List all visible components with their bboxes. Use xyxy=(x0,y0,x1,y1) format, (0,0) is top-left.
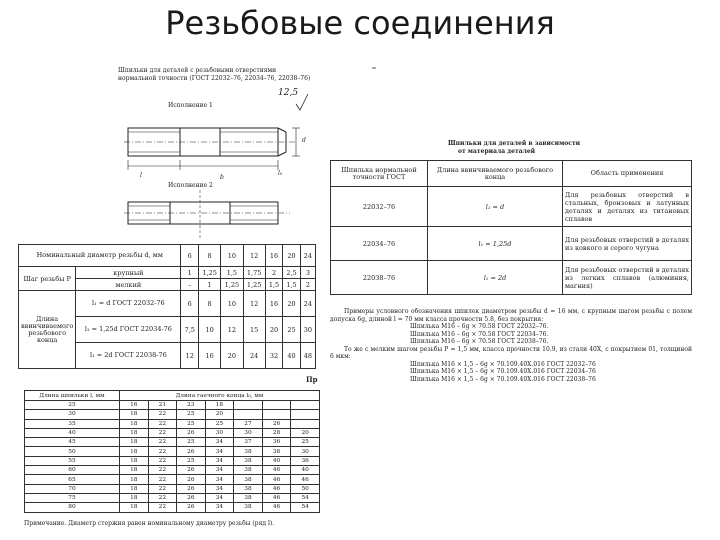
length-cell: 36 xyxy=(262,438,291,447)
drawing-caption-1: Шпильки для деталей с резьбовыми отверстиями xyxy=(118,67,277,74)
length-cell: 38 xyxy=(234,447,263,456)
cell: 3 xyxy=(300,267,315,279)
length-cell: 80 xyxy=(25,503,120,512)
example-line: Шпилька М16 – 6g × 70.58 ГОСТ 22032–76. xyxy=(410,323,549,330)
cell: 8 xyxy=(199,291,221,317)
length-cell: 25 xyxy=(25,401,120,410)
material-header: Шпилька нормальной точности ГОСТ xyxy=(331,161,428,187)
length-cell: 26 xyxy=(177,493,206,502)
length-cell: 54 xyxy=(291,493,320,502)
material-cell: l₁ = 2d xyxy=(428,261,563,295)
cell: 1 xyxy=(199,279,221,291)
examples-intro-2: То же с мелким шагом резьбы P = 1,5 мм, класса прочности 10.9, из стали 40Х, с покрытием 01, толщиной 6 мкм: xyxy=(330,345,692,360)
pitch-sub: мелкий xyxy=(76,279,181,291)
length-cell xyxy=(262,401,291,410)
length-cell: 34 xyxy=(205,456,234,465)
length-cell: 55 xyxy=(25,456,120,465)
length-cell xyxy=(291,401,320,410)
length-row xyxy=(25,438,320,447)
cell: 6 xyxy=(181,291,199,317)
slide-title: Резьбовые соединения xyxy=(165,4,555,42)
cell: 20 xyxy=(221,343,243,369)
length-cell: 22 xyxy=(148,456,177,465)
length-cell: 45 xyxy=(25,438,120,447)
length-cell: 30 xyxy=(25,410,120,419)
length-cell xyxy=(234,410,263,419)
length-sub: l₁ = 1,25d ГОСТ 22034-76 xyxy=(76,317,181,343)
drawing-caption-2: нормальной точности (ГОСТ 22032–76, 22034–76, 22038–76) xyxy=(118,75,311,82)
length-cell: 26 xyxy=(177,475,206,484)
length-cell: 38 xyxy=(234,466,263,475)
length-cell: 38 xyxy=(234,484,263,493)
roughness-mark: 12,5 xyxy=(278,88,299,98)
example-line: Шпилька М16 × 1,5 – 6g × 70.109.40Х.016 ГОСТ 22038–76 xyxy=(410,375,596,383)
length-row xyxy=(25,419,320,428)
length-cell: 22 xyxy=(148,438,177,447)
length-cell: 22 xyxy=(148,475,177,484)
cell: 40 xyxy=(283,343,301,369)
length-rows xyxy=(25,401,320,513)
cell: 32 xyxy=(265,343,283,369)
length-cell: 30 xyxy=(234,428,263,437)
length-cell: 18 xyxy=(205,401,234,410)
cell: 30 xyxy=(300,317,315,343)
material-cell: l₁ = d xyxy=(428,187,563,227)
pitch-sub: крупный xyxy=(76,267,181,279)
material-header: Длина ввинчиваемого резьбового конца xyxy=(428,161,563,187)
length-cell: 18 xyxy=(120,456,149,465)
thread-header-cell: 20 xyxy=(283,245,301,267)
length-cell xyxy=(234,401,263,410)
version-2-label: Исполнение 2 xyxy=(168,182,213,189)
length-cell: 46 xyxy=(262,503,291,512)
length-cell: 16 xyxy=(120,401,149,410)
length-cell: 30 xyxy=(205,428,234,437)
length-cell xyxy=(262,410,291,419)
length-cell: 25 xyxy=(177,419,206,428)
cell: 2 xyxy=(265,267,283,279)
length-cell: 38 xyxy=(262,447,291,456)
length-cell: 40 xyxy=(291,466,320,475)
length-cell: 22 xyxy=(148,410,177,419)
length-cell xyxy=(291,419,320,428)
length-cell: 50 xyxy=(291,484,320,493)
length-cell: 26 xyxy=(177,503,206,512)
fragment-label: Пр xyxy=(306,375,318,384)
length-cell: 70 xyxy=(25,484,120,493)
cell: 25 xyxy=(283,317,301,343)
length-header-l: Длина шпильки l, мм xyxy=(25,391,120,401)
cell: 24 xyxy=(300,291,315,317)
thread-table xyxy=(18,244,316,370)
examples-intro: Примеры условного обозначения шпилек диаметром резьбы d = 16 мм, с крупным шагом резьбы с полем допуска 6g, длиной l = 70 мм класса прочности 5.8, без покрытия: xyxy=(330,308,692,323)
length-row xyxy=(25,401,320,410)
length-cell: 38 xyxy=(234,493,263,502)
example-line: Шпилька М16 × 1,5 – 6g × 70.109.40Х.016 ГОСТ 22034–76 xyxy=(410,368,596,375)
material-cell: 22034–76 xyxy=(331,227,428,261)
length-cell: 18 xyxy=(120,466,149,475)
thread-header-cell: 24 xyxy=(300,245,315,267)
material-cell: Для резьбовых отверстий в деталях из легких сплавов (алюминия, магния) xyxy=(563,261,692,295)
thread-header-label: Номинальный диаметр резьбы d, мм xyxy=(19,245,181,267)
length-cell: 65 xyxy=(25,475,120,484)
cell: 7,5 xyxy=(181,317,199,343)
cell: 20 xyxy=(283,291,301,317)
cell: 12 xyxy=(243,291,265,317)
length-cell: 26 xyxy=(177,466,206,475)
length-cell: 25 xyxy=(177,456,206,465)
length-cell: 25 xyxy=(177,410,206,419)
length-cell: 60 xyxy=(25,466,120,475)
dim-l0: l₀ xyxy=(278,170,283,177)
length-row xyxy=(25,447,320,456)
version-1-label: Исполнение 1 xyxy=(168,102,213,109)
length-cell: 18 xyxy=(120,447,149,456)
length-row xyxy=(25,493,320,502)
length-cell xyxy=(291,410,320,419)
dim-b: b xyxy=(220,174,224,181)
length-cell: 22 xyxy=(148,419,177,428)
length-cell: 38 xyxy=(234,456,263,465)
length-cell: 20 xyxy=(205,410,234,419)
thread-header-cell: 6 xyxy=(181,245,199,267)
length-table xyxy=(24,390,320,530)
cell: 16 xyxy=(265,291,283,317)
length-label: Длина ввинчиваемого резьбового конца xyxy=(19,291,76,369)
cell: 1,25 xyxy=(243,279,265,291)
length-cell: 40 xyxy=(25,428,120,437)
length-row xyxy=(25,428,320,437)
length-cell: 18 xyxy=(120,428,149,437)
cell: 2,5 xyxy=(283,267,301,279)
thread-header-cell: 10 xyxy=(221,245,243,267)
cell: 24 xyxy=(243,343,265,369)
length-cell: 18 xyxy=(120,493,149,502)
length-cell: 50 xyxy=(25,447,120,456)
length-cell: 20 xyxy=(291,428,320,437)
material-cell: 22038–76 xyxy=(331,261,428,295)
length-cell: 28 xyxy=(262,428,291,437)
example-line: Шпилька М16 – 6g × 70.58 ГОСТ 22034–76. xyxy=(410,330,549,338)
example-line: Шпилька М16 – 6g × 70.58 ГОСТ 22038–76. xyxy=(410,338,549,345)
cell: 1,5 xyxy=(221,267,243,279)
length-cell: 22 xyxy=(148,484,177,493)
cell: 12 xyxy=(181,343,199,369)
material-cell: l₁ = 1,25d xyxy=(428,227,563,261)
length-cell: 34 xyxy=(205,475,234,484)
pitch-label: Шаг резьбы P xyxy=(19,267,76,291)
length-cell: 34 xyxy=(205,466,234,475)
length-cell: 34 xyxy=(205,447,234,456)
cell: 1,5 xyxy=(265,279,283,291)
length-cell: 46 xyxy=(262,466,291,475)
cell: 20 xyxy=(265,317,283,343)
length-cell: 30 xyxy=(291,447,320,456)
cell: 1 xyxy=(181,267,199,279)
material-cell: Для резьбовых отверстий в стальных, бронзовых и латунных деталях и деталях из титановых сплавов xyxy=(563,187,692,227)
cell: 1,25 xyxy=(221,279,243,291)
length-sub: l₁ = 2d ГОСТ 22038-76 xyxy=(76,343,181,369)
length-cell: 18 xyxy=(120,503,149,512)
length-header-l0: Длина гаечного конца l₀, мм xyxy=(120,391,320,401)
length-row xyxy=(25,410,320,419)
length-row xyxy=(25,456,320,465)
cell: 10 xyxy=(199,317,221,343)
material-table-grid xyxy=(330,160,692,295)
length-cell: 18 xyxy=(120,438,149,447)
length-cell: 37 xyxy=(234,438,263,447)
length-cell: 34 xyxy=(205,503,234,512)
length-cell: 18 xyxy=(120,475,149,484)
length-cell: 21 xyxy=(148,401,177,410)
cell: – xyxy=(181,279,199,291)
cell: 10 xyxy=(221,291,243,317)
length-cell: 34 xyxy=(205,493,234,502)
length-footnote: Примечание. Диаметр стержня равен номинальному диаметру резьбы (ряд l). xyxy=(24,520,275,527)
thread-table-grid xyxy=(18,244,316,369)
length-cell: 26 xyxy=(177,428,206,437)
cell: 1,25 xyxy=(199,267,221,279)
dim-l1: l xyxy=(140,172,142,179)
length-cell: 46 xyxy=(262,484,291,493)
material-table xyxy=(330,140,692,306)
length-cell: 22 xyxy=(148,447,177,456)
material-title-1: Шпильки для деталей в зависимости xyxy=(448,140,581,147)
cell: 12 xyxy=(221,317,243,343)
cell: 1,5 xyxy=(283,279,301,291)
length-cell: 23 xyxy=(177,401,206,410)
length-cell: 75 xyxy=(25,493,120,502)
length-cell: 46 xyxy=(262,493,291,502)
length-cell: 22 xyxy=(148,428,177,437)
example-line: Шпилька М16 × 1,5 – 6g × 70.109.40Х.016 ГОСТ 22032–76 xyxy=(410,360,596,368)
length-cell: 22 xyxy=(148,466,177,475)
length-cell: 27 xyxy=(234,419,263,428)
thread-header-cell: 8 xyxy=(199,245,221,267)
length-cell: 26 xyxy=(177,484,206,493)
length-cell: 18 xyxy=(120,419,149,428)
cell: 48 xyxy=(300,343,315,369)
length-table-grid xyxy=(24,390,320,513)
length-cell: 40 xyxy=(262,456,291,465)
examples-block xyxy=(330,308,692,418)
length-cell: 25 xyxy=(177,438,206,447)
length-sub: l₁ = d ГОСТ 22032-76 xyxy=(76,291,181,317)
length-row xyxy=(25,484,320,493)
length-cell: 46 xyxy=(262,475,291,484)
length-row xyxy=(25,503,320,512)
length-cell: 18 xyxy=(120,484,149,493)
material-header: Область применения xyxy=(563,161,692,187)
length-cell: 34 xyxy=(205,438,234,447)
material-title-2: от материала деталей xyxy=(458,148,536,155)
length-cell: 25 xyxy=(291,438,320,447)
length-cell: 25 xyxy=(205,419,234,428)
dim-d: d xyxy=(302,137,306,144)
length-cell: 34 xyxy=(205,484,234,493)
length-cell: 22 xyxy=(148,503,177,512)
thread-header-cell: 12 xyxy=(243,245,265,267)
length-cell: 46 xyxy=(291,475,320,484)
length-cell: 26 xyxy=(177,447,206,456)
material-cell: Для резьбовых отверстий в деталях из ковкого и серого чугуна xyxy=(563,227,692,261)
length-cell: 22 xyxy=(148,493,177,502)
length-cell: 36 xyxy=(291,456,320,465)
length-cell: 38 xyxy=(234,475,263,484)
length-cell: 26 xyxy=(262,419,291,428)
cell: 2 xyxy=(300,279,315,291)
length-cell: 35 xyxy=(25,419,120,428)
length-cell: 54 xyxy=(291,503,320,512)
length-row xyxy=(25,466,320,475)
thread-header-cell: 16 xyxy=(265,245,283,267)
length-row xyxy=(25,475,320,484)
cell: 16 xyxy=(199,343,221,369)
length-cell: 38 xyxy=(234,503,263,512)
cell: 1,75 xyxy=(243,267,265,279)
material-cell: 22032–76 xyxy=(331,187,428,227)
length-cell: 18 xyxy=(120,410,149,419)
cell: 15 xyxy=(243,317,265,343)
